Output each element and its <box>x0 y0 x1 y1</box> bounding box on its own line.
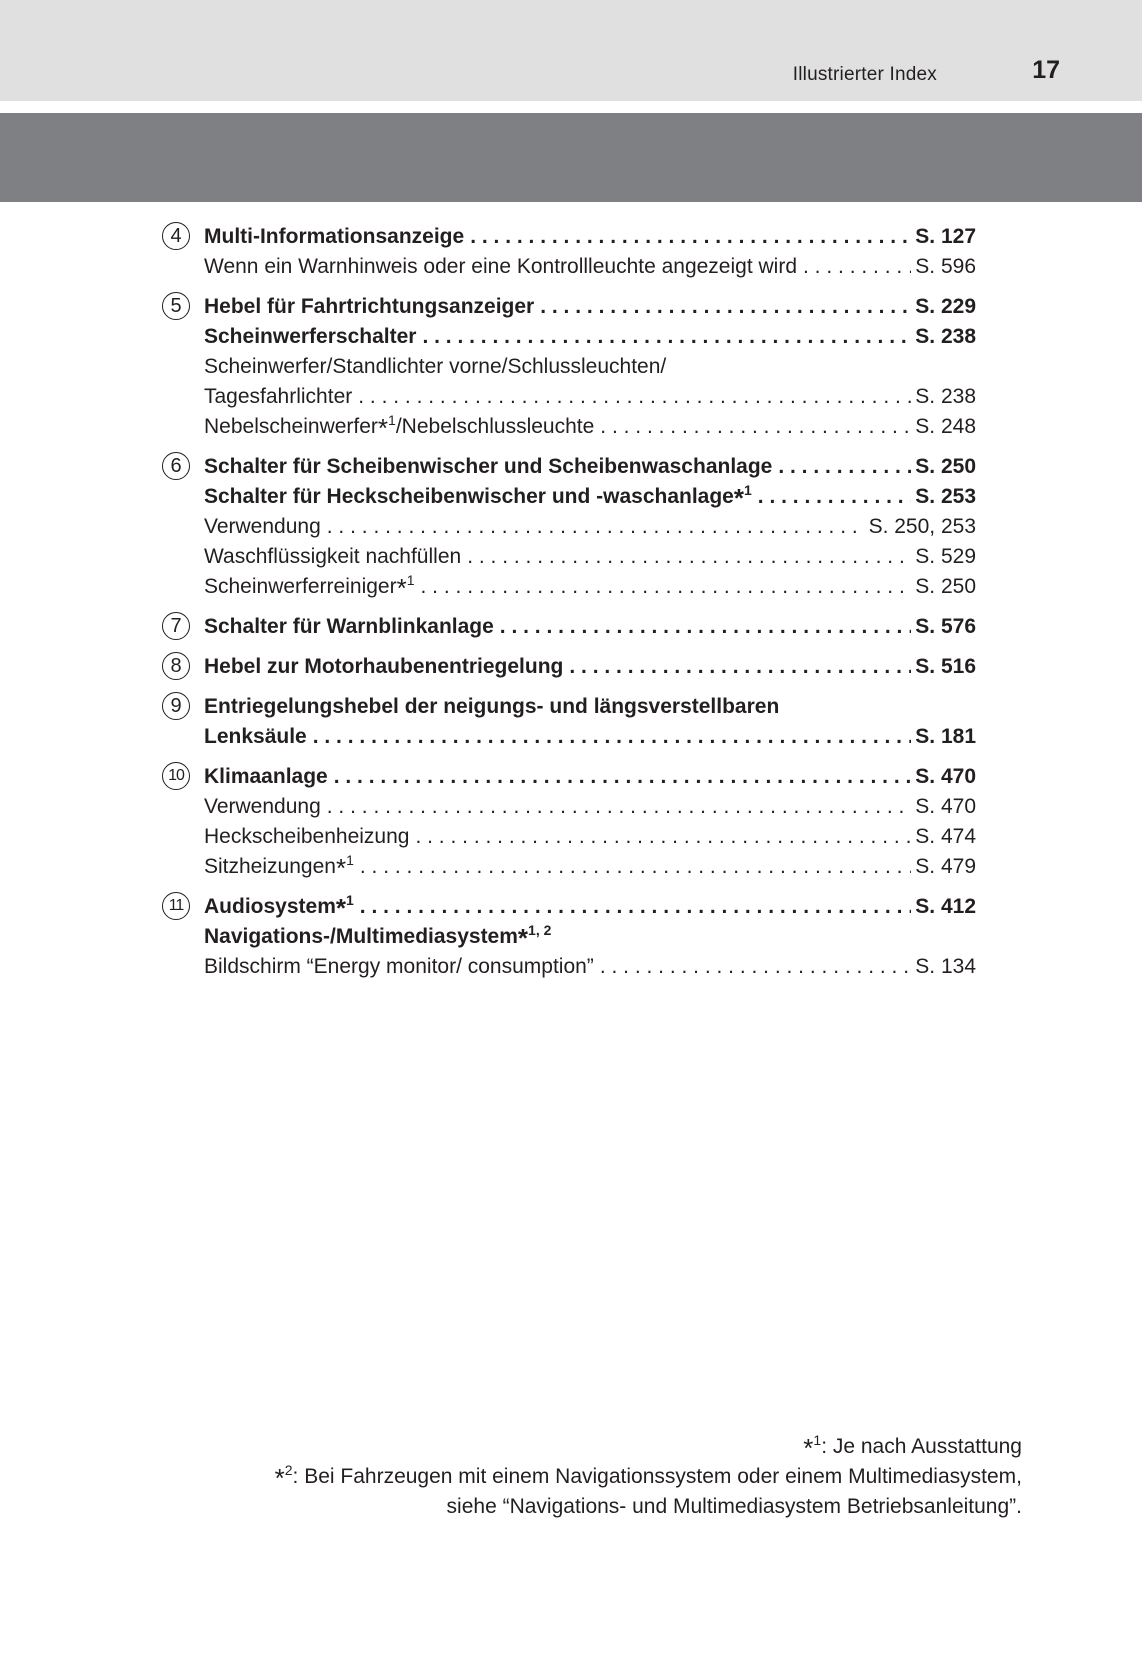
index-entry <box>204 572 976 602</box>
entry-label-text: Bildschirm “Energy monitor/ consumption” <box>204 955 594 978</box>
index-entry <box>204 322 976 352</box>
index-entry <box>204 542 976 572</box>
entry-label-text: Waschflüssigkeit nachfüllen <box>204 545 462 568</box>
header-dark-band <box>0 113 1142 202</box>
header-band <box>0 0 1142 101</box>
footnote-2-mark: 2 <box>284 1462 293 1478</box>
entry-label-text: Schalter für Scheibenwischer und Scheibenwaschanlage <box>204 455 773 478</box>
index-entry <box>204 822 976 852</box>
footnote-1-mark: 1 <box>813 1432 822 1448</box>
footnote-ref: 1 <box>388 412 396 428</box>
section-gap <box>160 682 976 692</box>
index-entry <box>204 852 976 882</box>
circled-number-icon: 10 <box>162 762 190 790</box>
entry-label <box>204 822 409 852</box>
page-reference: S. 470 <box>915 795 976 818</box>
entry-label-text: Tagesfahrlichter <box>204 385 353 408</box>
footnote-2-cont <box>202 1492 1022 1522</box>
entry-label <box>204 222 464 252</box>
index-entry <box>204 952 976 982</box>
entry-label <box>204 292 534 322</box>
index-entry <box>204 292 976 322</box>
index-entry <box>204 222 976 252</box>
page-reference: S. 253 <box>915 485 976 508</box>
circled-number-icon: 11 <box>162 892 190 920</box>
entry-label <box>204 452 772 482</box>
page-number: 17 <box>1032 56 1060 84</box>
entry-label-text-cont: /Nebelschlussleuchte <box>395 415 595 438</box>
page-reference: S. 250 <box>915 455 976 478</box>
index-entry <box>204 792 976 822</box>
entry-label-text: Scheinwerferschalter <box>204 325 417 348</box>
section-gap <box>160 982 976 992</box>
dot-leader <box>360 852 911 882</box>
index-section <box>160 762 976 882</box>
footnotes <box>202 1432 1022 1522</box>
header-title: Illustrierter Index <box>792 64 937 85</box>
section-gap <box>160 442 976 452</box>
entry-label <box>204 382 352 412</box>
entry-label <box>204 572 415 602</box>
footnote-2-text-line1: : Bei Fahrzeugen mit einem Navigationssystem oder einem Multimediasystem, <box>292 1465 1022 1488</box>
entry-label <box>204 412 594 442</box>
dot-leader <box>327 512 865 542</box>
entry-label-text: Entriegelungshebel der neigungs- und längsverstellbaren <box>204 695 780 718</box>
dot-leader <box>327 792 912 822</box>
dot-leader <box>421 572 912 602</box>
page-reference: S. 516 <box>915 655 976 678</box>
dot-leader <box>600 952 911 982</box>
footnote-ref: 1 <box>346 892 354 908</box>
page-reference: S. 248 <box>915 415 976 438</box>
asterisk-icon: * <box>396 573 407 603</box>
entry-label <box>204 762 328 792</box>
dot-leader <box>540 292 911 322</box>
index-section <box>160 652 976 682</box>
entry-label-text: Klimaanlage <box>204 765 328 788</box>
page-reference: S. 238 <box>915 385 976 408</box>
entry-label <box>204 792 321 822</box>
index-entry <box>204 722 976 752</box>
entry-label <box>204 252 797 282</box>
index-entry <box>204 412 976 442</box>
asterisk-icon: * <box>377 413 389 443</box>
footnote-ref: 1 <box>743 482 752 498</box>
section-gap <box>160 752 976 762</box>
entry-label-text: Heckscheibenheizung <box>204 825 410 848</box>
circled-number-icon: 5 <box>162 292 190 320</box>
entry-label-text: Navigations-/Multimediasystem <box>204 925 518 948</box>
entry-label <box>204 612 494 642</box>
circled-number-icon: 7 <box>162 612 190 640</box>
index-entry <box>204 922 976 952</box>
entry-label-text: Scheinwerferreiniger <box>204 575 397 598</box>
entry-label-text: Lenksäule <box>204 725 307 748</box>
index-section <box>160 452 976 602</box>
index-entry <box>204 452 976 482</box>
index-list <box>160 222 976 992</box>
dot-leader <box>334 762 912 792</box>
dot-leader <box>569 652 911 682</box>
page-reference: S. 250, 253 <box>868 515 976 538</box>
entry-label <box>204 892 354 922</box>
footnote-2 <box>202 1462 1022 1492</box>
entry-label-text: Hebel zur Motorhaubenentriegelung <box>204 655 564 678</box>
page-reference: S. 229 <box>915 295 976 318</box>
dot-leader <box>600 412 911 442</box>
asterisk-icon: * <box>803 1433 814 1463</box>
entry-label <box>204 692 779 722</box>
page-reference: S. 529 <box>915 545 976 568</box>
entry-label-text: Multi-Informationsanzeige <box>204 225 465 248</box>
footnote-ref: 1, 2 <box>528 922 552 938</box>
asterisk-icon: * <box>517 923 529 953</box>
dot-leader <box>358 382 911 412</box>
asterisk-icon: * <box>274 1463 285 1493</box>
entry-label <box>204 352 666 382</box>
dot-leader <box>360 892 911 922</box>
index-entry <box>204 512 976 542</box>
circled-number-icon: 8 <box>162 652 190 680</box>
index-entry <box>204 382 976 412</box>
index-entry <box>204 652 976 682</box>
section-gap <box>160 642 976 652</box>
entry-label-text: Verwendung <box>204 795 321 818</box>
dot-leader <box>470 222 911 252</box>
entry-label-text: Hebel für Fahrtrichtungsanzeiger <box>204 295 535 318</box>
footnote-1 <box>202 1432 1022 1462</box>
section-gap <box>160 282 976 292</box>
section-gap <box>160 602 976 612</box>
entry-label <box>204 852 354 882</box>
page-reference: S. 479 <box>915 855 976 878</box>
entry-label <box>204 652 563 682</box>
page-reference: S. 470 <box>915 765 976 788</box>
index-entry <box>204 762 976 792</box>
index-entry <box>204 612 976 642</box>
footnote-ref: 1 <box>346 852 354 868</box>
footnote-2-text-line2: siehe “Navigations- und Multimediasystem Betriebsanleitung”. <box>446 1495 1022 1518</box>
index-entry <box>204 692 976 722</box>
entry-label <box>204 512 321 542</box>
dot-leader <box>467 542 911 572</box>
dot-leader <box>803 252 911 282</box>
entry-label-text: Schalter für Heckscheibenwischer und -waschanlage <box>204 485 734 508</box>
index-entry <box>204 892 976 922</box>
index-section <box>160 612 976 642</box>
entry-label-text: Sitzheizungen <box>204 855 336 878</box>
circled-number-icon: 9 <box>162 692 190 720</box>
page-reference: S. 596 <box>915 255 976 278</box>
dot-leader <box>500 612 911 642</box>
entry-label <box>204 922 551 952</box>
index-section <box>160 692 976 752</box>
dot-leader <box>758 482 912 512</box>
entry-label-text: Verwendung <box>204 515 321 538</box>
index-entry <box>204 252 976 282</box>
circled-number-icon: 6 <box>162 452 190 480</box>
asterisk-icon: * <box>733 483 744 513</box>
page-reference: S. 412 <box>915 895 976 918</box>
page-reference: S. 127 <box>915 225 976 248</box>
index-section <box>160 292 976 442</box>
entry-label <box>204 482 752 512</box>
page-reference: S. 576 <box>915 615 976 638</box>
index-section <box>160 892 976 982</box>
dot-leader <box>313 722 912 752</box>
entry-label-text: Scheinwerfer/Standlichter vorne/Schlussleuchten/ <box>204 355 667 378</box>
entry-label-text: Audiosystem <box>204 895 336 918</box>
entry-label-text: Wenn ein Warnhinweis oder eine Kontrollleuchte angezeigt wird <box>204 255 798 278</box>
index-entry <box>204 352 976 382</box>
entry-label <box>204 322 416 352</box>
index-section <box>160 222 976 282</box>
section-gap <box>160 882 976 892</box>
entry-label <box>204 542 461 572</box>
footnote-ref: 1 <box>406 572 415 588</box>
page-reference: S. 250 <box>915 575 976 598</box>
index-entry <box>204 482 976 512</box>
entry-label <box>204 952 594 982</box>
footnote-1-text: : Je nach Ausstattung <box>821 1435 1022 1458</box>
page-reference: S. 181 <box>915 725 976 748</box>
entry-label <box>204 722 307 752</box>
page-reference: S. 474 <box>915 825 976 848</box>
entry-label-text: Schalter für Warnblinkanlage <box>204 615 494 638</box>
asterisk-icon: * <box>335 893 346 923</box>
dot-leader <box>422 322 911 352</box>
dot-leader <box>778 452 911 482</box>
dot-leader <box>415 822 911 852</box>
page-reference: S. 238 <box>915 325 976 348</box>
asterisk-icon: * <box>335 853 347 883</box>
page-reference: S. 134 <box>915 955 976 978</box>
circled-number-icon: 4 <box>162 222 190 250</box>
entry-label-text: Nebelscheinwerfer <box>204 415 378 438</box>
